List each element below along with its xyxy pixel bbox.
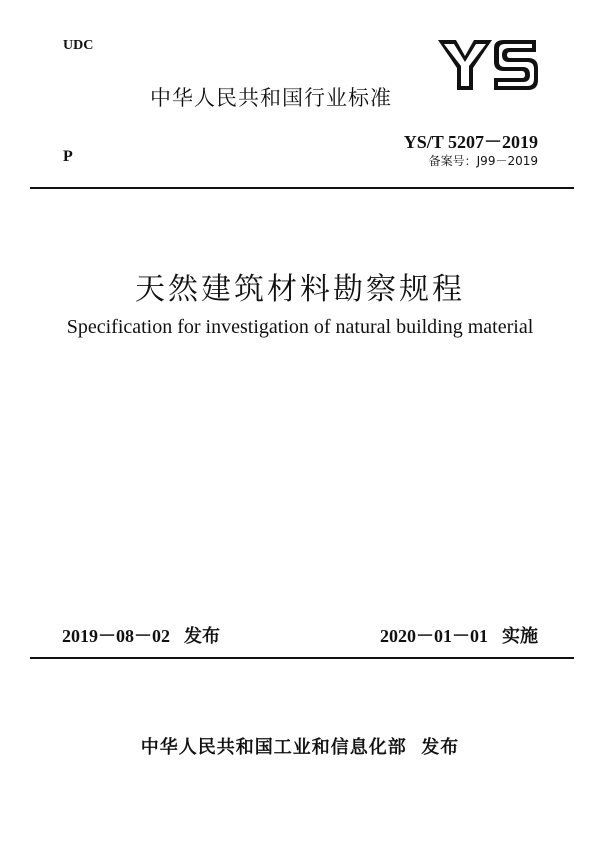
udc-label: UDC	[63, 38, 94, 53]
standard-number: YS/T 5207－2019	[403, 132, 538, 152]
record-number: 备案号：J99－2019	[428, 154, 538, 168]
title-chinese: 天然建筑材料勘察规程	[135, 272, 465, 307]
implementation-date: 2020－01－01	[380, 626, 488, 646]
top-divider	[30, 187, 574, 189]
category-label: P	[63, 148, 73, 165]
issue-date: 2019－08－02	[62, 626, 170, 646]
implementation-label: 实施	[502, 626, 538, 647]
ys-logo	[436, 38, 540, 92]
bottom-divider	[30, 657, 574, 659]
title-english: Specification for investigation of natural building material	[66, 316, 534, 338]
issue-label: 发布	[184, 626, 220, 647]
standard-type: 中华人民共和国行业标准	[150, 86, 392, 110]
implementation-date-line	[380, 622, 538, 648]
issue-date-line	[62, 622, 220, 648]
publisher: 中华人民共和国工业和信息化部 发布	[140, 737, 460, 758]
